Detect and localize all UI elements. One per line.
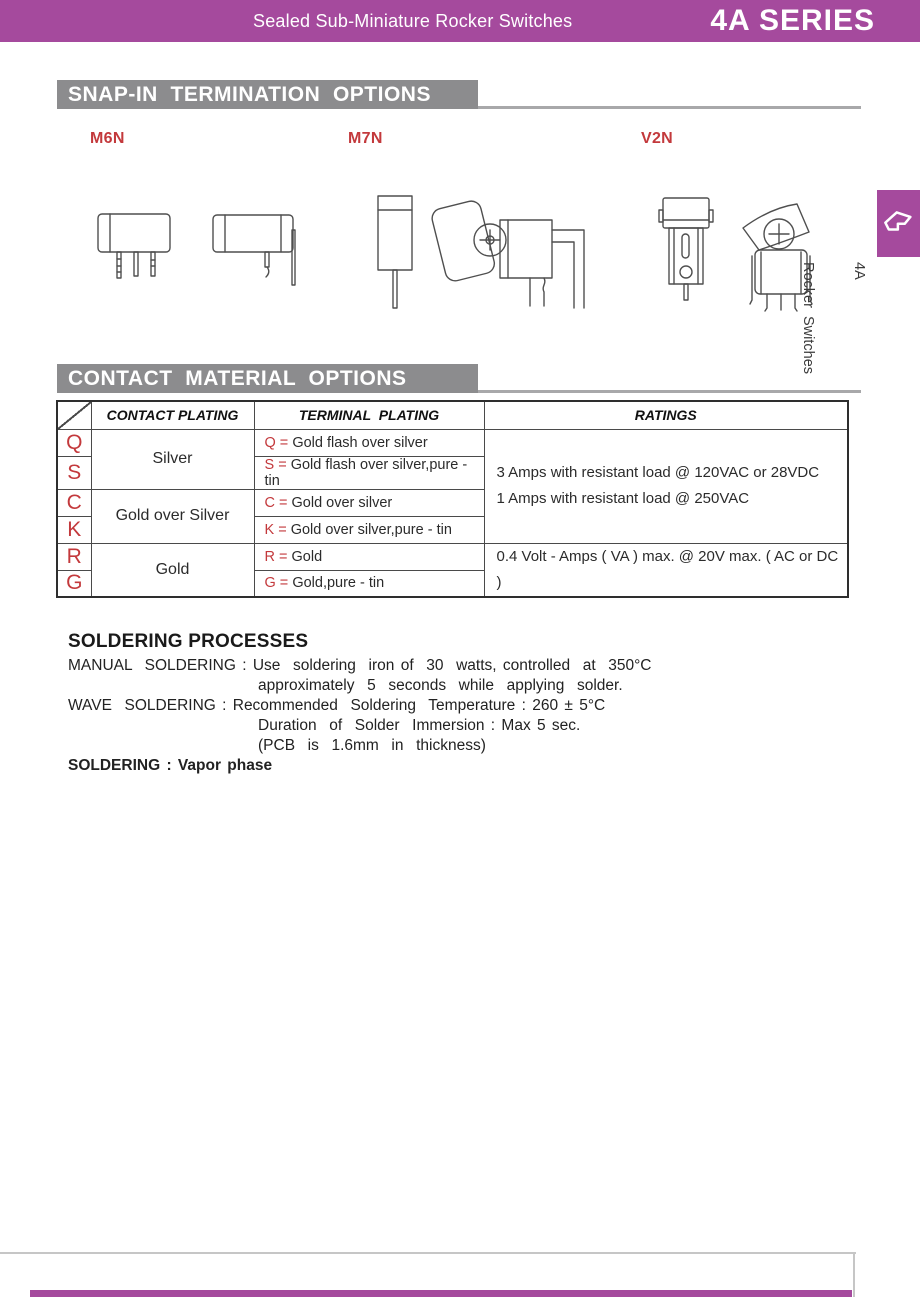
col-header-terminal-plating: TERMINAL PLATING [254, 401, 484, 429]
material-gold-over-silver: Gold over Silver [91, 489, 254, 543]
terminal-s-code: S = [264, 456, 291, 473]
code-s: S [57, 456, 91, 489]
terminal-g-desc: Gold,pure - tin [292, 575, 385, 592]
soldering-line-manual: MANUAL SOLDERING : Use soldering iron of 30 watts, controlled at 350°C [68, 657, 652, 674]
table-header-row [57, 401, 848, 429]
model-label-m7n: M7N [348, 130, 383, 147]
soldering-line-wave: WAVE SOLDERING : Recommended Soldering Temperature : 260 ± 5°C [68, 697, 606, 714]
side-tab-vertical-label [765, 262, 901, 374]
soldering-line-manual-cont: approximately 5 seconds while applying solder. [258, 677, 623, 694]
side-tab-series: 4A [851, 262, 867, 280]
col-header-contact-plating: CONTACT PLATING [91, 401, 254, 429]
model-label-m6n: M6N [90, 130, 125, 147]
soldering-section [68, 631, 708, 776]
code-k: K [57, 516, 91, 543]
terminal-s [254, 456, 484, 489]
contact-material-table [56, 400, 849, 598]
rocker-switch-icon [883, 209, 915, 239]
terminal-q-code: Q = [264, 434, 293, 451]
rating-volt-amps [484, 543, 848, 597]
terminal-s-desc: Gold flash over silver,pure - tin [264, 456, 468, 489]
material-silver: Silver [91, 429, 254, 489]
terminal-r-desc: Gold [291, 548, 323, 565]
rating-volt-amps-line1: 0.4 Volt - Amps ( VA ) max. @ 20V max. ( AC or DC ) [496, 547, 839, 591]
terminal-c [254, 489, 484, 516]
diagonal-cell [57, 401, 91, 429]
terminal-r [254, 543, 484, 570]
code-r: R [57, 543, 91, 570]
table-row [57, 429, 848, 456]
terminal-k-desc: Gold over silver,pure - tin [290, 521, 452, 538]
soldering-title: SOLDERING PROCESSES [68, 631, 309, 652]
code-g: G [57, 570, 91, 597]
soldering-line-vapor: SOLDERING : Vapor phase [68, 757, 273, 774]
terminal-k [254, 516, 484, 543]
table-row [57, 543, 848, 570]
terminal-g [254, 570, 484, 597]
rating-amps-line1: 3 Amps with resistant load @ 120VAC or 28VDC [496, 464, 820, 481]
page-title: Sealed Sub-Miniature Rocker Switches [253, 11, 573, 31]
m7n-technical-drawing [368, 190, 598, 310]
rating-amps [484, 429, 848, 543]
soldering-line-wave-cont1: Duration of Solder Immersion : Max 5 sec. [258, 717, 581, 734]
terminal-q-desc: Gold flash over silver [292, 434, 428, 451]
terminal-q [254, 429, 484, 456]
side-tab-category: Rocker Switches [800, 262, 816, 375]
rating-amps-line2: 1 Amps with resistant load @ 250VAC [496, 490, 750, 507]
code-c: C [57, 489, 91, 516]
terminal-k-code: K = [264, 521, 291, 538]
material-gold: Gold [91, 543, 254, 597]
contact-section-header: CONTACT MATERIAL OPTIONS [57, 364, 478, 393]
terminal-r-code: R = [264, 548, 292, 565]
series-title: 4A SERIES [710, 4, 875, 37]
soldering-line-wave-cont2: (PCB is 1.6mm in thickness) [258, 737, 486, 754]
terminal-g-code: G = [264, 575, 293, 592]
snap-in-section-header: SNAP-IN TERMINATION OPTIONS [57, 80, 478, 109]
m6n-technical-drawing [95, 202, 335, 307]
bottom-vertical-rule [853, 1252, 855, 1297]
terminal-c-desc: Gold over silver [291, 494, 393, 511]
code-q: Q [57, 429, 91, 456]
footer-bar [30, 1290, 852, 1297]
model-label-v2n: V2N [641, 130, 674, 147]
header-bar [0, 0, 920, 42]
col-header-ratings: RATINGS [484, 401, 848, 429]
side-tab [877, 190, 920, 257]
terminal-c-code: C = [264, 494, 292, 511]
bottom-horizontal-rule [0, 1252, 856, 1254]
